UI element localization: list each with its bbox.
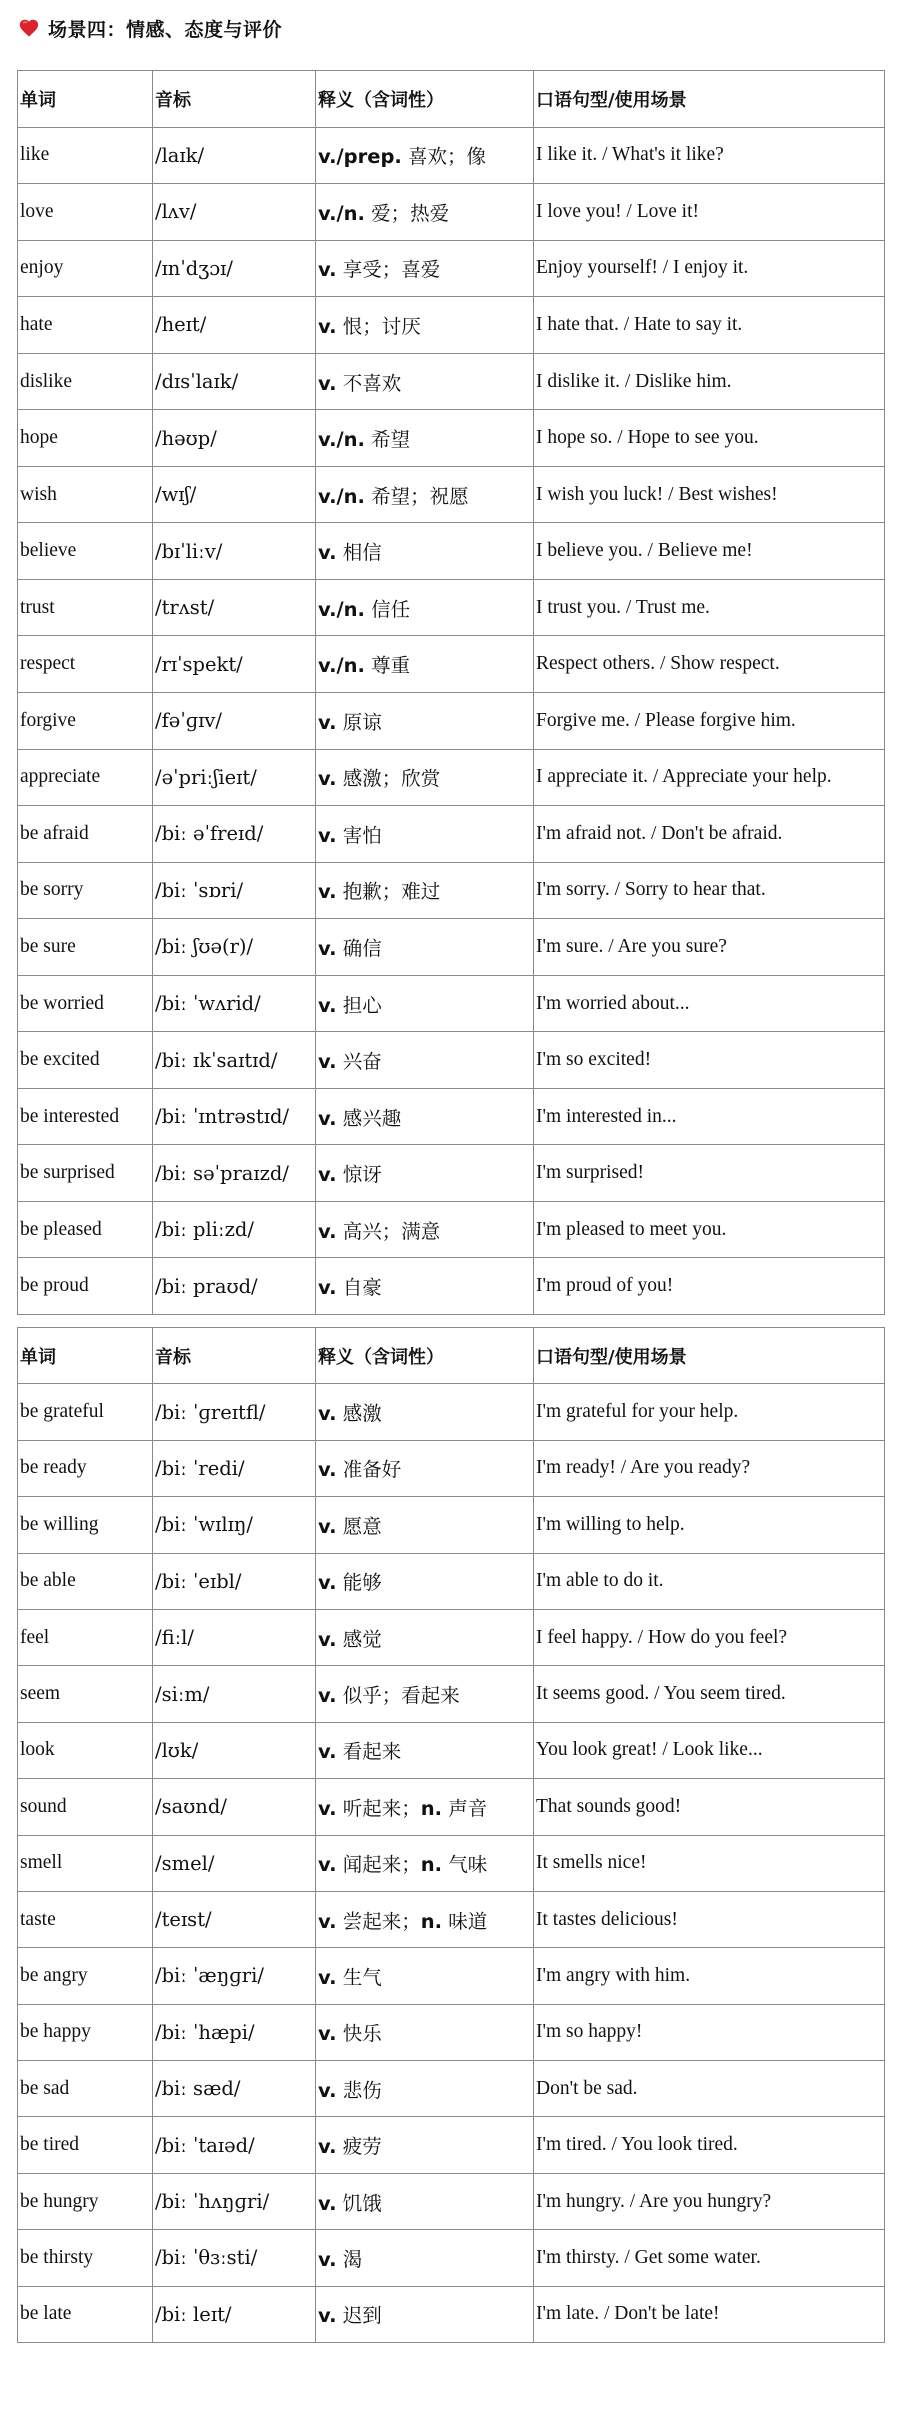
- sentence-cell: I'm sorry. / Sorry to hear that.: [534, 862, 885, 919]
- meaning-text: 确信: [336, 936, 382, 960]
- phonetic-cell: /biː ˈhæpi/: [153, 2004, 316, 2060]
- meaning-text: 自豪: [336, 1276, 382, 1300]
- table-row: [18, 466, 885, 523]
- header-word: 单词: [18, 1328, 153, 1384]
- part-of-speech: v.: [318, 371, 337, 395]
- meaning-text: 兴奋: [336, 1050, 382, 1074]
- table-row: [18, 353, 885, 410]
- part-of-speech: v.: [318, 936, 337, 960]
- meaning-cell: [316, 1722, 534, 1778]
- meaning-text: 疲劳: [336, 2135, 382, 2159]
- meaning-text: 恨；讨厌: [336, 314, 421, 338]
- phonetic-cell: /laɪk/: [153, 127, 316, 184]
- table-header-row: [18, 1328, 885, 1384]
- meaning-text: 看起来: [336, 1740, 402, 1764]
- part-of-speech: v.: [318, 258, 337, 282]
- sentence-cell: I hate that. / Hate to say it.: [534, 297, 885, 354]
- meaning-text: 抱歉；难过: [336, 880, 441, 904]
- part-of-speech: v./n.: [318, 428, 365, 452]
- sentence-cell: I feel happy. / How do you feel?: [534, 1609, 885, 1665]
- word-cell: be excited: [18, 1032, 153, 1089]
- meaning-text: 感觉: [336, 1627, 382, 1651]
- word-cell: be ready: [18, 1440, 153, 1496]
- meaning-text: 不喜欢: [336, 371, 402, 395]
- table-row: [18, 636, 885, 693]
- meaning-cell: [316, 975, 534, 1032]
- meaning-text: 信任: [364, 597, 411, 621]
- part-of-speech: v.: [318, 1219, 337, 1243]
- vocab-table-1: [17, 70, 885, 1315]
- heart-icon: [18, 17, 40, 39]
- page-title: [18, 12, 282, 44]
- table-row: [18, 806, 885, 863]
- phonetic-cell: /biː ʃʊə(r)/: [153, 919, 316, 976]
- header-word: 单词: [18, 71, 153, 128]
- table-row: [18, 1440, 885, 1496]
- phonetic-cell: /biː pliːzd/: [153, 1201, 316, 1258]
- part-of-speech: v.: [318, 1106, 337, 1130]
- phonetic-cell: /wɪʃ/: [153, 466, 316, 523]
- sentence-cell: You look great! / Look like...: [534, 1722, 885, 1778]
- meaning-cell: [316, 1891, 534, 1947]
- meaning-cell: [316, 1666, 534, 1722]
- table-row: [18, 1384, 885, 1440]
- meaning-text: 渴: [336, 2247, 363, 2271]
- meaning-cell: [316, 353, 534, 410]
- part-of-speech: v.: [318, 767, 337, 791]
- header-sentence: 口语句型/使用场景: [534, 71, 885, 128]
- phonetic-cell: /biː ˈθɜːsti/: [153, 2230, 316, 2286]
- table-header-row: [18, 71, 885, 128]
- word-cell: be hungry: [18, 2173, 153, 2229]
- word-cell: forgive: [18, 693, 153, 750]
- table-row: [18, 1948, 885, 2004]
- part-of-speech: v.: [318, 1050, 337, 1074]
- word-cell: be angry: [18, 1948, 153, 2004]
- phonetic-cell: /biː ɪkˈsaɪtɪd/: [153, 1032, 316, 1089]
- table-row: [18, 1553, 885, 1609]
- phonetic-cell: /biː ˈtaɪəd/: [153, 2117, 316, 2173]
- phonetic-cell: /biː əˈfreɪd/: [153, 806, 316, 863]
- part-of-speech: v.: [318, 1909, 337, 1933]
- meaning-text: 希望；祝愿: [364, 484, 469, 508]
- meaning-cell: [316, 1609, 534, 1665]
- meaning-cell: [316, 1948, 534, 2004]
- word-cell: feel: [18, 1609, 153, 1665]
- table-row: [18, 410, 885, 467]
- table-row: [18, 1497, 885, 1553]
- phonetic-cell: /biː ˈɪntrəstɪd/: [153, 1088, 316, 1145]
- part-of-speech: v.: [318, 1458, 337, 1482]
- word-cell: believe: [18, 523, 153, 580]
- sentence-cell: I'm ready! / Are you ready?: [534, 1440, 885, 1496]
- meaning-cell: [316, 127, 534, 184]
- part-of-speech: v.: [318, 993, 337, 1017]
- sentence-cell: I'm pleased to meet you.: [534, 1201, 885, 1258]
- part-of-speech: v./n.: [318, 201, 365, 225]
- meaning-text: 高兴；满意: [336, 1219, 441, 1243]
- part-of-speech: v.: [318, 2247, 337, 2271]
- meaning-text: 尊重: [364, 654, 411, 678]
- meaning-text: 声音: [442, 1796, 488, 1820]
- part-of-speech: v./n.: [318, 654, 365, 678]
- phonetic-cell: /smel/: [153, 1835, 316, 1891]
- table-row: [18, 2230, 885, 2286]
- meaning-cell: [316, 1497, 534, 1553]
- part-of-speech: v.: [318, 1796, 337, 1820]
- phonetic-cell: /ɪnˈdʒɔɪ/: [153, 240, 316, 297]
- meaning-cell: [316, 806, 534, 863]
- table-row: [18, 2004, 885, 2060]
- word-cell: appreciate: [18, 749, 153, 806]
- word-cell: sound: [18, 1779, 153, 1835]
- phonetic-cell: /biː ˈredi/: [153, 1440, 316, 1496]
- meaning-cell: [316, 1258, 534, 1315]
- word-cell: look: [18, 1722, 153, 1778]
- page-title-text: 场景四：情感、态度与评价: [48, 18, 283, 41]
- meaning-cell: [316, 297, 534, 354]
- phonetic-cell: /fiːl/: [153, 1609, 316, 1665]
- phonetic-cell: /biː səˈpraɪzd/: [153, 1145, 316, 1202]
- word-cell: be willing: [18, 1497, 153, 1553]
- table-row: [18, 862, 885, 919]
- part-of-speech: v./n.: [318, 597, 365, 621]
- table-row: [18, 975, 885, 1032]
- meaning-cell: [316, 579, 534, 636]
- phonetic-cell: /biː praʊd/: [153, 1258, 316, 1315]
- word-cell: be late: [18, 2286, 153, 2342]
- word-cell: be pleased: [18, 1201, 153, 1258]
- part-of-speech: n.: [420, 1796, 443, 1820]
- word-cell: be happy: [18, 2004, 153, 2060]
- phonetic-cell: /dɪsˈlaɪk/: [153, 353, 316, 410]
- table-row: [18, 1666, 885, 1722]
- word-cell: enjoy: [18, 240, 153, 297]
- phonetic-cell: /biː ˈɡreɪtfl/: [153, 1384, 316, 1440]
- meaning-text: 担心: [336, 993, 382, 1017]
- phonetic-cell: /rɪˈspekt/: [153, 636, 316, 693]
- table-row: [18, 919, 885, 976]
- word-cell: be sorry: [18, 862, 153, 919]
- table-row: [18, 127, 885, 184]
- meaning-cell: [316, 1088, 534, 1145]
- word-cell: be tired: [18, 2117, 153, 2173]
- table-row: [18, 1201, 885, 1258]
- table-row: [18, 693, 885, 750]
- meaning-cell: [316, 2004, 534, 2060]
- phonetic-cell: /fəˈɡɪv/: [153, 693, 316, 750]
- meaning-text: 喜欢；像: [401, 145, 487, 169]
- meaning-text: 尝起来；: [336, 1909, 421, 1933]
- meaning-text: 味道: [442, 1909, 488, 1933]
- part-of-speech: v.: [318, 1853, 337, 1877]
- sentence-cell: It seems good. / You seem tired.: [534, 1666, 885, 1722]
- word-cell: be sure: [18, 919, 153, 976]
- sentence-cell: I'm hungry. / Are you hungry?: [534, 2173, 885, 2229]
- phonetic-cell: /lʊk/: [153, 1722, 316, 1778]
- part-of-speech: v.: [318, 2135, 337, 2159]
- phonetic-cell: /biː ˈeɪbl/: [153, 1553, 316, 1609]
- meaning-cell: [316, 2117, 534, 2173]
- meaning-cell: [316, 1440, 534, 1496]
- meaning-text: 饥饿: [336, 2191, 382, 2215]
- table-row: [18, 579, 885, 636]
- meaning-text: 迟到: [336, 2304, 382, 2328]
- sentence-cell: I trust you. / Trust me.: [534, 579, 885, 636]
- phonetic-cell: /biː ˈæŋɡri/: [153, 1948, 316, 2004]
- word-cell: love: [18, 184, 153, 241]
- table-row: [18, 2117, 885, 2173]
- part-of-speech: v.: [318, 1627, 337, 1651]
- part-of-speech: n.: [420, 1909, 443, 1933]
- meaning-cell: [316, 693, 534, 750]
- word-cell: be surprised: [18, 1145, 153, 1202]
- meaning-text: 希望: [364, 428, 411, 452]
- word-cell: be able: [18, 1553, 153, 1609]
- phonetic-cell: /teɪst/: [153, 1891, 316, 1947]
- phonetic-cell: /biː leɪt/: [153, 2286, 316, 2342]
- word-cell: trust: [18, 579, 153, 636]
- sentence-cell: Respect others. / Show respect.: [534, 636, 885, 693]
- sentence-cell: I'm so excited!: [534, 1032, 885, 1089]
- header-sentence: 口语句型/使用场景: [534, 1328, 885, 1384]
- phonetic-cell: /biː ˈhʌŋɡri/: [153, 2173, 316, 2229]
- meaning-text: 快乐: [336, 2022, 382, 2046]
- phonetic-cell: /bɪˈliːv/: [153, 523, 316, 580]
- meaning-cell: [316, 1779, 534, 1835]
- sentence-cell: I'm proud of you!: [534, 1258, 885, 1315]
- table-row: [18, 2061, 885, 2117]
- meaning-text: 愿意: [336, 1514, 382, 1538]
- sentence-cell: Don't be sad.: [534, 2061, 885, 2117]
- sentence-cell: That sounds good!: [534, 1779, 885, 1835]
- sentence-cell: I'm so happy!: [534, 2004, 885, 2060]
- word-cell: wish: [18, 466, 153, 523]
- word-cell: be afraid: [18, 806, 153, 863]
- meaning-cell: [316, 2230, 534, 2286]
- word-cell: be sad: [18, 2061, 153, 2117]
- sentence-cell: I like it. / What's it like?: [534, 127, 885, 184]
- vocab-table-2: [17, 1327, 885, 2343]
- sentence-cell: I'm tired. / You look tired.: [534, 2117, 885, 2173]
- table-row: [18, 523, 885, 580]
- phonetic-cell: /həʊp/: [153, 410, 316, 467]
- word-cell: be thirsty: [18, 2230, 153, 2286]
- phonetic-cell: /biː ˈwɪlɪŋ/: [153, 1497, 316, 1553]
- word-cell: seem: [18, 1666, 153, 1722]
- table-row: [18, 1779, 885, 1835]
- phonetic-cell: /biː ˈwʌrid/: [153, 975, 316, 1032]
- sentence-cell: I wish you luck! / Best wishes!: [534, 466, 885, 523]
- table-row: [18, 1722, 885, 1778]
- phonetic-cell: /biː ˈsɒri/: [153, 862, 316, 919]
- word-cell: dislike: [18, 353, 153, 410]
- meaning-text: 原谅: [336, 710, 382, 734]
- sentence-cell: I dislike it. / Dislike him.: [534, 353, 885, 410]
- sentence-cell: I'm surprised!: [534, 1145, 885, 1202]
- phonetic-cell: /trʌst/: [153, 579, 316, 636]
- phonetic-cell: /siːm/: [153, 1666, 316, 1722]
- meaning-text: 能够: [336, 1571, 382, 1595]
- part-of-speech: v.: [318, 823, 337, 847]
- meaning-cell: [316, 1553, 534, 1609]
- meaning-text: 感激: [336, 1402, 382, 1426]
- word-cell: taste: [18, 1891, 153, 1947]
- table-row: [18, 1835, 885, 1891]
- part-of-speech: v.: [318, 1402, 337, 1426]
- sentence-cell: It tastes delicious!: [534, 1891, 885, 1947]
- meaning-cell: [316, 862, 534, 919]
- meaning-cell: [316, 2286, 534, 2342]
- table-row: [18, 1032, 885, 1089]
- meaning-cell: [316, 1145, 534, 1202]
- sentence-cell: I hope so. / Hope to see you.: [534, 410, 885, 467]
- meaning-cell: [316, 636, 534, 693]
- table-row: [18, 1258, 885, 1315]
- word-cell: be grateful: [18, 1384, 153, 1440]
- part-of-speech: n.: [420, 1853, 443, 1877]
- sentence-cell: I love you! / Love it!: [534, 184, 885, 241]
- meaning-cell: [316, 410, 534, 467]
- part-of-speech: v./n.: [318, 484, 365, 508]
- sentence-cell: I'm angry with him.: [534, 1948, 885, 2004]
- meaning-text: 生气: [336, 1965, 382, 1989]
- sentence-cell: I'm interested in...: [534, 1088, 885, 1145]
- meaning-text: 气味: [442, 1853, 488, 1877]
- phonetic-cell: /lʌv/: [153, 184, 316, 241]
- part-of-speech: v.: [318, 1740, 337, 1764]
- phonetic-cell: /əˈpriːʃieɪt/: [153, 749, 316, 806]
- part-of-speech: v.: [318, 1684, 337, 1708]
- word-cell: hope: [18, 410, 153, 467]
- header-meaning: 释义（含词性）: [316, 1328, 534, 1384]
- meaning-cell: [316, 2173, 534, 2229]
- sentence-cell: I'm thirsty. / Get some water.: [534, 2230, 885, 2286]
- meaning-cell: [316, 2061, 534, 2117]
- part-of-speech: v.: [318, 1571, 337, 1595]
- word-cell: hate: [18, 297, 153, 354]
- part-of-speech: v.: [318, 1163, 337, 1187]
- meaning-text: 享受；喜爱: [336, 258, 441, 282]
- part-of-speech: v.: [318, 880, 337, 904]
- table-body-2: [18, 1384, 885, 2343]
- sentence-cell: I believe you. / Believe me!: [534, 523, 885, 580]
- word-cell: be interested: [18, 1088, 153, 1145]
- part-of-speech: v.: [318, 314, 337, 338]
- meaning-text: 惊讶: [336, 1163, 382, 1187]
- meaning-cell: [316, 919, 534, 976]
- meaning-cell: [316, 240, 534, 297]
- part-of-speech: v.: [318, 2078, 337, 2102]
- header-meaning: 释义（含词性）: [316, 71, 534, 128]
- meaning-cell: [316, 1032, 534, 1089]
- meaning-cell: [316, 523, 534, 580]
- part-of-speech: v.: [318, 2191, 337, 2215]
- sentence-cell: I'm afraid not. / Don't be afraid.: [534, 806, 885, 863]
- table-row: [18, 1891, 885, 1947]
- word-cell: like: [18, 127, 153, 184]
- meaning-text: 似乎；看起来: [336, 1684, 460, 1708]
- table-row: [18, 1609, 885, 1665]
- sentence-cell: Forgive me. / Please forgive him.: [534, 693, 885, 750]
- phonetic-cell: /heɪt/: [153, 297, 316, 354]
- meaning-text: 准备好: [336, 1458, 402, 1482]
- meaning-text: 害怕: [336, 823, 382, 847]
- sentence-cell: I'm able to do it.: [534, 1553, 885, 1609]
- sentence-cell: I'm grateful for your help.: [534, 1384, 885, 1440]
- word-cell: respect: [18, 636, 153, 693]
- meaning-cell: [316, 749, 534, 806]
- phonetic-cell: /biː sæd/: [153, 2061, 316, 2117]
- sentence-cell: I'm worried about...: [534, 975, 885, 1032]
- meaning-text: 悲伤: [336, 2078, 382, 2102]
- part-of-speech: v.: [318, 1965, 337, 1989]
- sentence-cell: I'm sure. / Are you sure?: [534, 919, 885, 976]
- part-of-speech: v.: [318, 710, 337, 734]
- table-row: [18, 1145, 885, 1202]
- word-cell: be worried: [18, 975, 153, 1032]
- meaning-text: 感兴趣: [336, 1106, 402, 1130]
- header-ipa: 音标: [153, 71, 316, 128]
- meaning-text: 闻起来；: [336, 1853, 421, 1877]
- table-row: [18, 749, 885, 806]
- table-row: [18, 184, 885, 241]
- meaning-cell: [316, 1201, 534, 1258]
- table-row: [18, 240, 885, 297]
- header-ipa: 音标: [153, 1328, 316, 1384]
- meaning-text: 感激；欣赏: [336, 767, 441, 791]
- meaning-text: 相信: [336, 541, 382, 565]
- sentence-cell: I'm late. / Don't be late!: [534, 2286, 885, 2342]
- sentence-cell: Enjoy yourself! / I enjoy it.: [534, 240, 885, 297]
- table-body-1: [18, 127, 885, 1314]
- table-row: [18, 2286, 885, 2342]
- meaning-text: 听起来；: [336, 1796, 421, 1820]
- part-of-speech: v.: [318, 541, 337, 565]
- word-cell: be proud: [18, 1258, 153, 1315]
- table-row: [18, 1088, 885, 1145]
- meaning-cell: [316, 184, 534, 241]
- part-of-speech: v.: [318, 2022, 337, 2046]
- table-row: [18, 2173, 885, 2229]
- part-of-speech: v.: [318, 2304, 337, 2328]
- meaning-cell: [316, 1384, 534, 1440]
- sentence-cell: I'm willing to help.: [534, 1497, 885, 1553]
- word-cell: smell: [18, 1835, 153, 1891]
- meaning-cell: [316, 466, 534, 523]
- meaning-cell: [316, 1835, 534, 1891]
- sentence-cell: It smells nice!: [534, 1835, 885, 1891]
- part-of-speech: v.: [318, 1514, 337, 1538]
- table-row: [18, 297, 885, 354]
- part-of-speech: v./prep.: [318, 145, 402, 169]
- part-of-speech: v.: [318, 1276, 337, 1300]
- sentence-cell: I appreciate it. / Appreciate your help.: [534, 749, 885, 806]
- meaning-text: 爱；热爱: [364, 201, 450, 225]
- phonetic-cell: /saʊnd/: [153, 1779, 316, 1835]
